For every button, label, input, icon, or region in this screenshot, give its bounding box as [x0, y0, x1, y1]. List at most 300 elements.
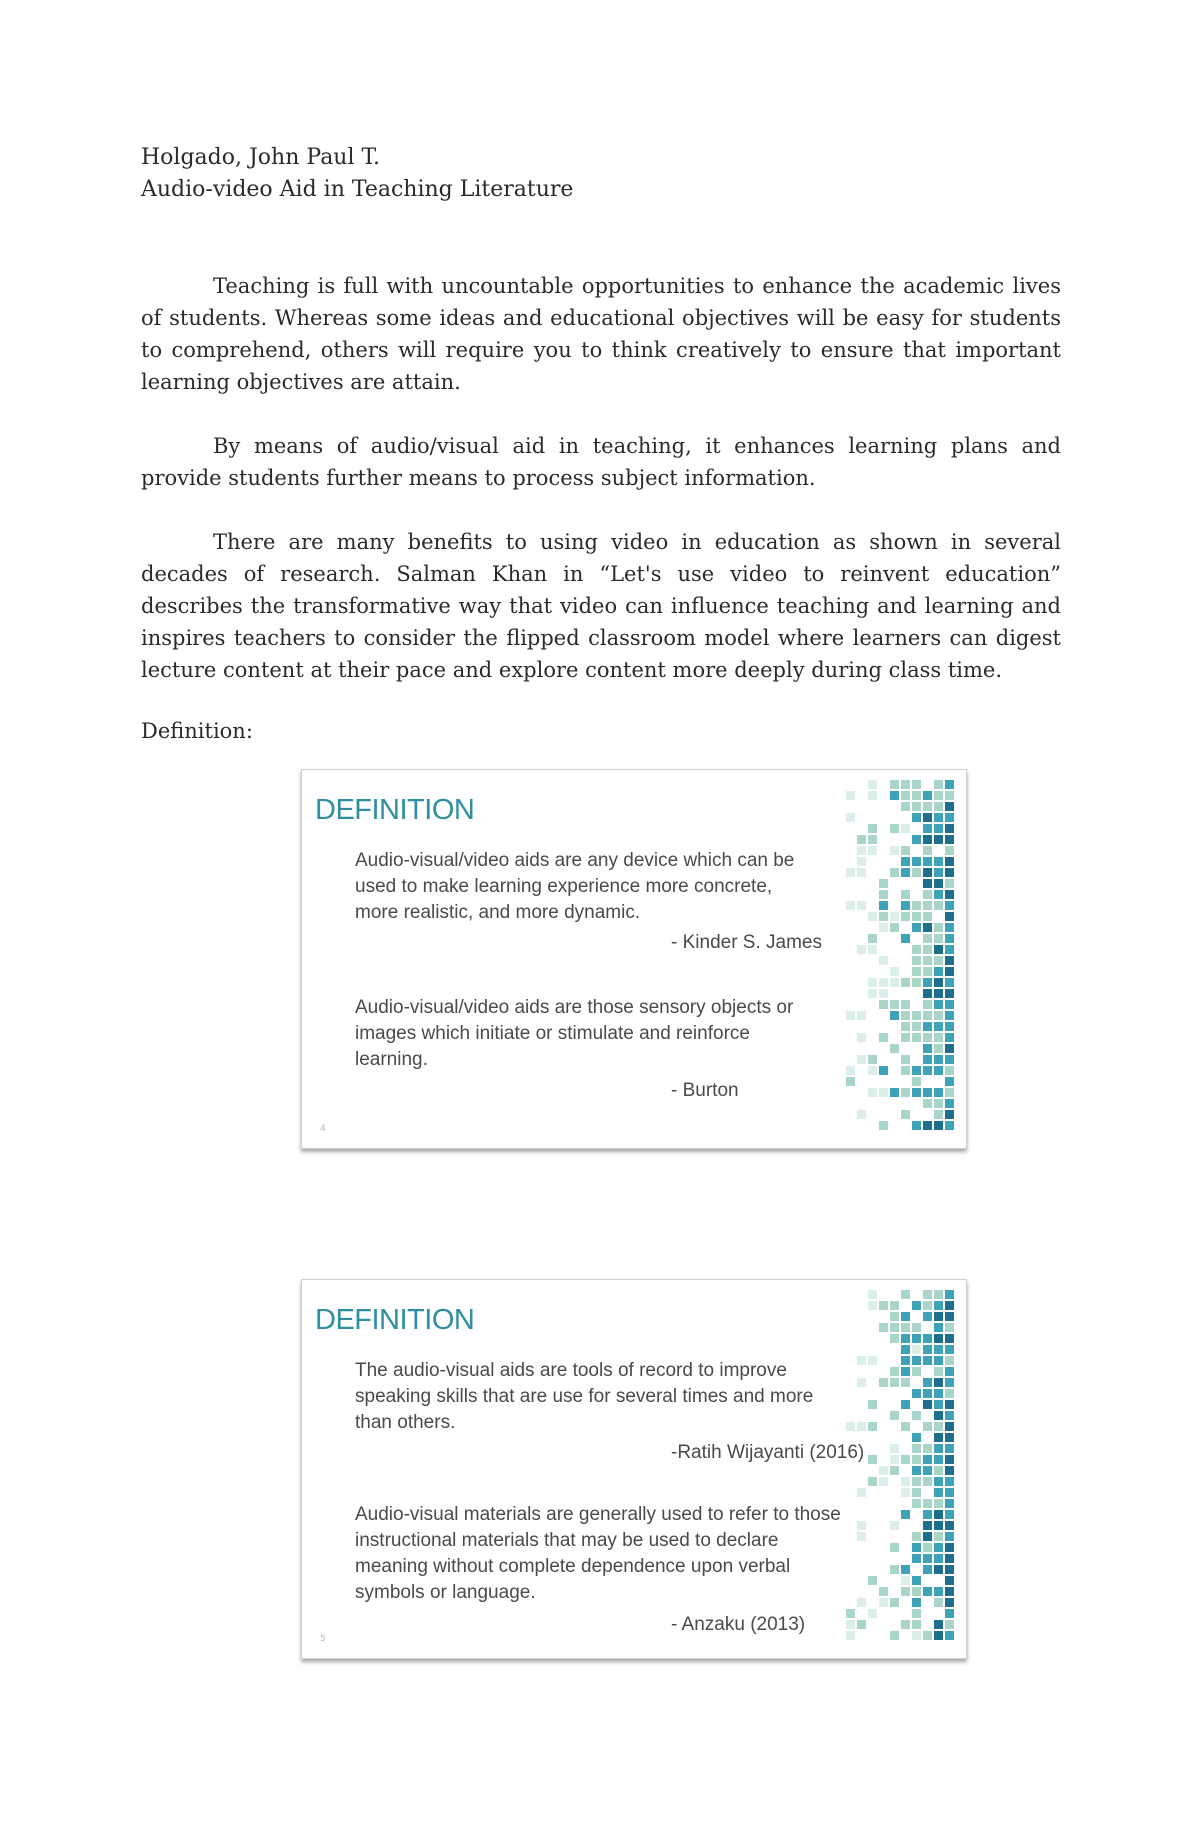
mosaic-tile [945, 1088, 954, 1097]
mosaic-tile [912, 1631, 921, 1640]
mosaic-tile [934, 1521, 943, 1530]
mosaic-tile [934, 967, 943, 976]
mosaic-tile [868, 978, 877, 987]
mosaic-tile [923, 1055, 932, 1064]
mosaic-tile [890, 1301, 899, 1310]
mosaic-tile [901, 890, 910, 899]
mosaic-tile [945, 1000, 954, 1009]
mosaic-tile [846, 1620, 855, 1629]
mosaic-tile [868, 846, 877, 855]
mosaic-tile [890, 1543, 899, 1552]
mosaic-tile [857, 945, 866, 954]
mosaic-tile [879, 1088, 888, 1097]
mosaic-tile [945, 1543, 954, 1552]
document-header [141, 142, 573, 206]
mosaic-tile [912, 1323, 921, 1332]
mosaic-tile [912, 1477, 921, 1486]
mosaic-tile [923, 1290, 932, 1299]
mosaic-tile [901, 1334, 910, 1343]
mosaic-tile [846, 868, 855, 877]
mosaic-tile [934, 1378, 943, 1387]
mosaic-tile [890, 923, 899, 932]
mosaic-tile [879, 923, 888, 932]
paragraph-2 [141, 430, 1061, 494]
mosaic-tile [912, 1620, 921, 1629]
slide-quote [355, 1358, 813, 1436]
mosaic-tile [945, 1334, 954, 1343]
mosaic-tile [934, 1000, 943, 1009]
mosaic-tile [923, 1510, 932, 1519]
mosaic-tile [934, 1301, 943, 1310]
mosaic-tile [934, 1334, 943, 1343]
mosaic-tile [901, 1022, 910, 1031]
mosaic-tile [945, 1290, 954, 1299]
mosaic-tile [912, 1077, 921, 1086]
mosaic-tile [890, 846, 899, 855]
mosaic-tile [912, 1411, 921, 1420]
paragraph-2-text: By means of audio/visual aid in teaching, it enhances learning plans and provide students further means to process subject information. [141, 434, 1061, 490]
mosaic-tile [857, 1422, 866, 1431]
mosaic-tile [901, 1488, 910, 1497]
mosaic-tile [901, 1066, 910, 1075]
mosaic-tile [890, 1444, 899, 1453]
mosaic-tile [945, 1554, 954, 1563]
mosaic-tile [901, 846, 910, 855]
mosaic-tile [912, 780, 921, 789]
mosaic-tile [901, 1088, 910, 1097]
mosaic-tile [857, 868, 866, 877]
mosaic-tile [901, 802, 910, 811]
mosaic-tile [945, 824, 954, 833]
quote-attribution: - Anzaku (2013) [671, 1614, 806, 1635]
mosaic-tile [934, 791, 943, 800]
mosaic-tile [945, 1044, 954, 1053]
quote-line: instructional materials that may be used to declare [355, 1530, 779, 1551]
mosaic-tile [945, 1576, 954, 1585]
mosaic-tile [934, 1532, 943, 1541]
mosaic-tile [934, 1323, 943, 1332]
mosaic-tile [912, 1066, 921, 1075]
mosaic-tile [901, 1367, 910, 1376]
mosaic-tile [934, 868, 943, 877]
mosaic-tile [912, 1587, 921, 1596]
mosaic-tile [945, 1565, 954, 1574]
quote-line: symbols or language. [355, 1582, 536, 1603]
mosaic-tile [923, 1301, 932, 1310]
mosaic-tile [901, 1345, 910, 1354]
mosaic-tile [934, 835, 943, 844]
mosaic-tile [934, 1466, 943, 1475]
mosaic-tile [890, 1455, 899, 1464]
mosaic-tile [934, 879, 943, 888]
mosaic-tile [901, 1356, 910, 1365]
mosaic-tile [912, 1532, 921, 1541]
mosaic-tile [923, 1422, 932, 1431]
paragraph-3-text: There are many benefits to using video in education as shown in several decades of research. Salman Khan in “Let's use video to reinvent education” describes the transformative way that video can influence teaching and learning and inspires teachers to consider the flipped classroom model where learners can digest lecture content at their pace and explore content more deeply during class time. [141, 530, 1061, 682]
mosaic-tile [945, 1301, 954, 1310]
mosaic-tile [945, 1345, 954, 1354]
mosaic-tile [868, 1301, 877, 1310]
mosaic-tile [846, 1422, 855, 1431]
mosaic-tile [912, 1033, 921, 1042]
mosaic-tile [934, 1554, 943, 1563]
mosaic-tile [923, 934, 932, 943]
decorative-mosaic [846, 1290, 956, 1648]
mosaic-tile [945, 1477, 954, 1486]
mosaic-tile [901, 868, 910, 877]
mosaic-tile [923, 1312, 932, 1321]
mosaic-tile [934, 1510, 943, 1519]
slide-quote [355, 995, 793, 1073]
mosaic-tile [912, 1466, 921, 1475]
mosaic-tile [945, 1312, 954, 1321]
mosaic-tile [912, 1455, 921, 1464]
mosaic-tile [890, 912, 899, 921]
mosaic-tile [923, 1565, 932, 1574]
mosaic-tile [923, 846, 932, 855]
mosaic-tile [912, 1088, 921, 1097]
mosaic-tile [945, 912, 954, 921]
mosaic-tile [945, 1532, 954, 1541]
mosaic-tile [857, 857, 866, 866]
mosaic-tile [879, 1598, 888, 1607]
mosaic-tile [901, 824, 910, 833]
mosaic-tile [945, 1110, 954, 1119]
quote-line: Audio-visual/video aids are those sensory objects or [355, 997, 794, 1018]
mosaic-tile [923, 868, 932, 877]
mosaic-tile [912, 813, 921, 822]
mosaic-tile [934, 1312, 943, 1321]
mosaic-tile [879, 978, 888, 987]
mosaic-tile [934, 1444, 943, 1453]
mosaic-tile [934, 1587, 943, 1596]
mosaic-tile [890, 1044, 899, 1053]
mosaic-tile [934, 1022, 943, 1031]
mosaic-tile [934, 934, 943, 943]
mosaic-tile [923, 923, 932, 932]
mosaic-tile [901, 1378, 910, 1387]
mosaic-tile [934, 1044, 943, 1053]
mosaic-graphic [846, 780, 956, 1138]
mosaic-tile [945, 967, 954, 976]
mosaic-tile [868, 1290, 877, 1299]
mosaic-tile [934, 1598, 943, 1607]
mosaic-tile [846, 1609, 855, 1618]
mosaic-tile [857, 1110, 866, 1119]
mosaic-tile [901, 1290, 910, 1299]
mosaic-tile [923, 1521, 932, 1530]
mosaic-tile [934, 1055, 943, 1064]
mosaic-tile [857, 1356, 866, 1365]
mosaic-tile [934, 1099, 943, 1108]
quote-line: Audio-visual/video aids are any device which can be [355, 850, 795, 871]
mosaic-tile [934, 1345, 943, 1354]
slide-number: 5 [320, 1634, 326, 1644]
mosaic-tile [934, 945, 943, 954]
mosaic-tile [890, 780, 899, 789]
mosaic-tile [890, 868, 899, 877]
mosaic-tile [923, 1400, 932, 1409]
mosaic-tile [912, 1598, 921, 1607]
mosaic-tile [912, 1367, 921, 1376]
mosaic-tile [901, 1477, 910, 1486]
quote-attribution: - Kinder S. James [671, 932, 822, 953]
mosaic-tile [868, 945, 877, 954]
mosaic-tile [857, 1521, 866, 1530]
mosaic-tile [945, 791, 954, 800]
mosaic-tile [945, 857, 954, 866]
mosaic-tile [945, 1422, 954, 1431]
mosaic-tile [890, 1565, 899, 1574]
mosaic-tile [945, 1011, 954, 1020]
mosaic-tile [879, 890, 888, 899]
mosaic-tile [934, 1367, 943, 1376]
mosaic-tile [923, 791, 932, 800]
mosaic-tile [945, 934, 954, 943]
mosaic-tile [945, 890, 954, 899]
mosaic-tile [868, 1455, 877, 1464]
mosaic-tile [934, 1290, 943, 1299]
mosaic-tile [879, 1301, 888, 1310]
mosaic-tile [945, 1055, 954, 1064]
mosaic-tile [923, 813, 932, 822]
mosaic-tile [945, 802, 954, 811]
mosaic-tile [934, 989, 943, 998]
mosaic-tile [890, 1334, 899, 1343]
mosaic-tile [868, 912, 877, 921]
mosaic-tile [923, 1356, 932, 1365]
quote-line: The audio-visual aids are tools of record to improve [355, 1360, 787, 1381]
mosaic-tile [857, 1011, 866, 1020]
mosaic-tile [846, 901, 855, 910]
mosaic-tile [890, 1598, 899, 1607]
mosaic-tile [868, 1422, 877, 1431]
mosaic-tile [923, 1587, 932, 1596]
mosaic-tile [868, 1356, 877, 1365]
mosaic-tile [846, 1011, 855, 1020]
mosaic-tile [912, 802, 921, 811]
mosaic-tile [912, 857, 921, 866]
mosaic-tile [868, 1576, 877, 1585]
mosaic-tile [857, 1532, 866, 1541]
mosaic-tile [879, 912, 888, 921]
mosaic-tile [934, 1066, 943, 1075]
mosaic-tile [879, 989, 888, 998]
mosaic-tile [912, 1488, 921, 1497]
mosaic-tile [890, 1011, 899, 1020]
mosaic-tile [890, 1521, 899, 1530]
mosaic-tile [901, 1587, 910, 1596]
mosaic-tile [923, 1345, 932, 1354]
mosaic-tile [879, 1323, 888, 1332]
mosaic-tile [890, 1312, 899, 1321]
mosaic-tile [846, 1066, 855, 1075]
mosaic-tile [923, 1000, 932, 1009]
slide-quote [355, 848, 794, 926]
mosaic-tile [901, 1323, 910, 1332]
mosaic-tile [934, 1543, 943, 1552]
mosaic-tile [923, 1011, 932, 1020]
mosaic-tile [945, 835, 954, 844]
mosaic-tile [890, 824, 899, 833]
mosaic-tile [868, 1088, 877, 1097]
mosaic-tile [923, 879, 932, 888]
mosaic-tile [846, 791, 855, 800]
mosaic-tile [857, 901, 866, 910]
mosaic-tile [934, 1455, 943, 1464]
mosaic-tile [912, 791, 921, 800]
author-name: Holgado, John Paul T. [141, 145, 380, 170]
mosaic-tile [890, 791, 899, 800]
mosaic-tile [846, 1077, 855, 1086]
mosaic-tile [945, 1444, 954, 1453]
mosaic-tile [934, 923, 943, 932]
mosaic-tile [934, 824, 943, 833]
quote-line: more realistic, and more dynamic. [355, 902, 641, 923]
mosaic-tile [923, 1066, 932, 1075]
mosaic-tile [912, 1334, 921, 1343]
mosaic-tile [879, 879, 888, 888]
decorative-mosaic [846, 780, 956, 1138]
mosaic-tile [945, 989, 954, 998]
mosaic-tile [945, 1367, 954, 1376]
mosaic-tile [923, 1099, 932, 1108]
mosaic-tile [879, 1466, 888, 1475]
mosaic-tile [945, 1378, 954, 1387]
mosaic-tile [912, 1389, 921, 1398]
quote-line: learning. [355, 1049, 428, 1070]
mosaic-tile [945, 1433, 954, 1442]
mosaic-tile [923, 1532, 932, 1541]
mosaic-tile [912, 901, 921, 910]
mosaic-tile [945, 1598, 954, 1607]
mosaic-tile [945, 1521, 954, 1530]
mosaic-tile [945, 1631, 954, 1640]
mosaic-tile [901, 1011, 910, 1020]
quote-line: meaning without complete dependence upon verbal [355, 1556, 791, 1577]
mosaic-tile [945, 1620, 954, 1629]
mosaic-tile [945, 978, 954, 987]
mosaic-tile [934, 1121, 943, 1130]
mosaic-tile [934, 901, 943, 910]
mosaic-tile [890, 1631, 899, 1640]
mosaic-tile [890, 978, 899, 987]
mosaic-tile [945, 1510, 954, 1519]
mosaic-tile [857, 1055, 866, 1064]
mosaic-tile [912, 912, 921, 921]
mosaic-tile [912, 956, 921, 965]
mosaic-tile [945, 1066, 954, 1075]
mosaic-tile [923, 1044, 932, 1053]
mosaic-tile [945, 813, 954, 822]
mosaic-tile [857, 1488, 866, 1497]
mosaic-tile [912, 1576, 921, 1585]
mosaic-tile [934, 978, 943, 987]
mosaic-tile [923, 1022, 932, 1031]
quote-line: Audio-visual materials are generally used to refer to those [355, 1504, 841, 1525]
mosaic-tile [923, 978, 932, 987]
mosaic-tile [868, 1609, 877, 1618]
mosaic-tile [912, 978, 921, 987]
mosaic-tile [945, 1356, 954, 1365]
mosaic-tile [945, 1099, 954, 1108]
mosaic-tile [923, 1378, 932, 1387]
mosaic-tile [890, 1378, 899, 1387]
mosaic-tile [923, 1088, 932, 1097]
mosaic-tile [945, 945, 954, 954]
mosaic-tile [945, 1022, 954, 1031]
mosaic-tile [868, 1066, 877, 1075]
mosaic-tile [945, 1499, 954, 1508]
mosaic-tile [912, 1444, 921, 1453]
quote-line: than others. [355, 1412, 456, 1433]
document-title: Audio-video Aid in Teaching Literature [141, 177, 574, 202]
mosaic-tile [923, 1455, 932, 1464]
mosaic-tile [923, 1389, 932, 1398]
mosaic-tile [934, 1422, 943, 1431]
mosaic-tile [934, 1356, 943, 1365]
mosaic-tile [901, 857, 910, 866]
mosaic-tile [879, 1477, 888, 1486]
mosaic-tile [945, 846, 954, 855]
mosaic-tile [901, 934, 910, 943]
mosaic-tile [879, 1066, 888, 1075]
mosaic-tile [934, 1488, 943, 1497]
mosaic-tile [934, 890, 943, 899]
mosaic-tile [923, 1444, 932, 1453]
slide-title: DEFINITION [315, 794, 475, 826]
mosaic-tile [923, 835, 932, 844]
mosaic-tile [890, 1088, 899, 1097]
mosaic-tile [912, 835, 921, 844]
mosaic-tile [901, 1620, 910, 1629]
mosaic-tile [923, 989, 932, 998]
quote-attribution: -Ratih Wijayanti (2016) [671, 1442, 865, 1463]
mosaic-tile [879, 956, 888, 965]
quote-line: used to make learning experience more concrete, [355, 876, 773, 897]
mosaic-tile [890, 967, 899, 976]
mosaic-tile [923, 1466, 932, 1475]
mosaic-tile [923, 1554, 932, 1563]
mosaic-tile [923, 1631, 932, 1640]
mosaic-tile [901, 978, 910, 987]
mosaic-tile [912, 1433, 921, 1442]
mosaic-tile [934, 857, 943, 866]
mosaic-tile [934, 1499, 943, 1508]
mosaic-tile [912, 868, 921, 877]
mosaic-tile [934, 813, 943, 822]
mosaic-tile [912, 945, 921, 954]
mosaic-tile [934, 1565, 943, 1574]
mosaic-tile [923, 1334, 932, 1343]
mosaic-tile [945, 879, 954, 888]
mosaic-tile [923, 901, 932, 910]
mosaic-tile [868, 824, 877, 833]
mosaic-tile [945, 1121, 954, 1130]
mosaic-tile [846, 813, 855, 822]
mosaic-tile [945, 1400, 954, 1409]
mosaic-tile [923, 857, 932, 866]
mosaic-tile [890, 1367, 899, 1376]
mosaic-tile [857, 1620, 866, 1629]
mosaic-tile [890, 1323, 899, 1332]
mosaic-tile [923, 1543, 932, 1552]
mosaic-tile [945, 1587, 954, 1596]
definition-slide-1 [301, 769, 967, 1149]
quote-attribution: - Burton [671, 1080, 739, 1101]
mosaic-tile [912, 1022, 921, 1031]
mosaic-tile [879, 1000, 888, 1009]
